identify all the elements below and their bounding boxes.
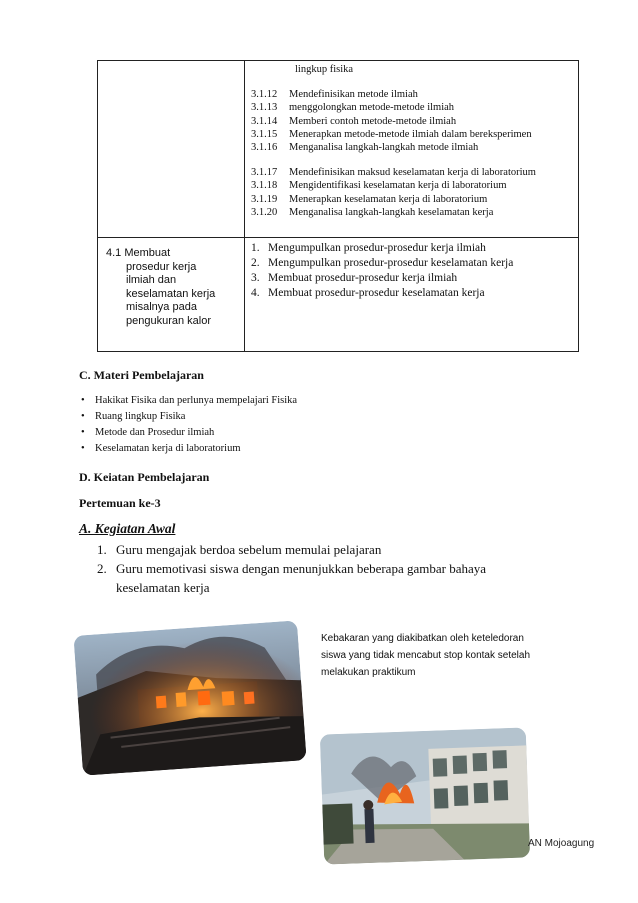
fire-photo-1-image: [73, 620, 306, 775]
indicator-text: Menerapkan metode-metode ilmiah dalam bereksperimen: [289, 128, 532, 140]
kd-item-number: 1.: [251, 242, 260, 254]
activity-step-text: Guru memotivasi siswa dengan menunjukkan beberapa gambar bahaya: [116, 561, 487, 576]
photo-caption: [321, 630, 530, 681]
indicator-number: 3.1.12: [251, 89, 278, 101]
caption-line: siswa yang tidak mencabut stop kontak setelah: [321, 650, 531, 661]
indicator-row: [251, 101, 572, 114]
indicator-number: 3.1.18: [251, 180, 278, 192]
material-item-text: Ruang lingkup Fisika: [95, 411, 186, 422]
indicator-number: 3.1.13: [251, 102, 278, 114]
activity-step-number: [97, 578, 116, 597]
activity-step-line: [97, 540, 486, 559]
section-a-title: [79, 521, 175, 537]
activity-step-text: Guru mengajak berdoa sebelum memulai pelajaran: [116, 542, 382, 557]
kd-label-first: 4.1 Membuat: [106, 247, 171, 259]
indicator-row: [251, 141, 572, 154]
kd-label-line: ilmiah dan: [126, 274, 177, 287]
section-d-title: D. Keiatan Pembelajaran: [79, 470, 210, 484]
kd-item-number: 4.: [251, 287, 260, 299]
kd-item-text: Membuat prosedur-prosedur kerja ilmiah: [268, 272, 458, 284]
section-a-title-text: A. Kegiatan Awal: [79, 521, 176, 536]
indicator-list: [245, 61, 578, 223]
kd-item: [251, 286, 572, 301]
indicator-text: lingkup fisika: [295, 64, 354, 75]
indicator-text: Mengidentifikasi keselamatan kerja di laboratorium: [289, 180, 507, 192]
indicator-text: Menerapkan keselamatan kerja di laboratorium: [289, 193, 488, 205]
kd-label-line: prosedur kerja: [126, 260, 197, 273]
indicator-text: menggolongkan metode-metode ilmiah: [289, 102, 455, 114]
indicator-text: Menganalisa langkah-langkah keselamatan kerja: [289, 206, 494, 218]
kd-item-number: 2.: [251, 257, 260, 269]
bullet-icon: •: [81, 443, 85, 454]
indicator-number: 3.1.19: [251, 193, 278, 205]
indicator-row: [251, 166, 572, 179]
indicator-row: [251, 206, 572, 219]
material-item-text: Hakikat Fisika dan perlunya mempelajari Fisika: [95, 395, 298, 406]
competency-table: [97, 60, 579, 352]
bullet-icon: •: [81, 411, 85, 422]
indicator-text: Mendefinisikan metode ilmiah: [289, 89, 418, 101]
kd-item-text: Membuat prosedur-prosedur keselamatan kerja: [268, 287, 485, 299]
caption-line: Kebakaran yang diakibatkan oleh keteledoran: [321, 633, 524, 644]
empty-cell: [98, 61, 245, 238]
material-item: [81, 441, 297, 457]
kd-label: [98, 238, 244, 337]
activity-step-text: keselamatan kerja: [116, 580, 210, 595]
indicator-row: [251, 115, 572, 128]
kd-label-lines: [106, 261, 240, 329]
caption-line: melakukan praktikum: [321, 667, 416, 678]
indicator-row: [251, 193, 572, 206]
kd-item: [251, 241, 572, 256]
material-item-text: Keselamatan kerja di laboratorium: [95, 443, 241, 454]
indicator-row: [251, 63, 572, 76]
indicator-row: [251, 128, 572, 141]
footer-text: AN Mojoagung: [528, 838, 595, 849]
fire-photo-2-image: [320, 727, 530, 864]
indicator-number: 3.1.17: [251, 167, 278, 179]
activity-step-number: 1.: [97, 542, 107, 557]
fire-photo-1: [73, 620, 306, 775]
fire-photo-2: [320, 727, 530, 864]
kd-label-line: pengukuran kalor: [126, 314, 212, 327]
bullet-icon: •: [81, 395, 85, 406]
spacer: [251, 76, 572, 88]
kd-item-text: Mengumpulkan prosedur-prosedur keselamatan kerja: [268, 257, 514, 269]
kd-item-text: Mengumpulkan prosedur-prosedur kerja ilmiah: [268, 242, 486, 254]
table-row: [98, 238, 579, 352]
indicator-text: Memberi contoh metode-metode ilmiah: [289, 115, 457, 127]
material-item: [81, 409, 297, 425]
activity-steps: [97, 540, 486, 597]
meeting-label: Pertemuan ke-3: [79, 496, 161, 510]
activity-step-line: [97, 559, 486, 578]
indicator-number: 3.1.14: [251, 115, 278, 127]
indicator-row: [251, 179, 572, 192]
indicator-text: Menganalisa langkah-langkah metode ilmiah: [289, 142, 479, 154]
material-list: [81, 393, 297, 457]
indicator-text: Mendefinisikan maksud keselamatan kerja di laboratorium: [289, 167, 536, 179]
kd-label-line: keselamatan kerja: [126, 287, 216, 300]
kd-item: [251, 271, 572, 286]
kd-item-number: 3.: [251, 272, 260, 284]
indicator-number: 3.1.15: [251, 128, 278, 140]
bullet-icon: •: [81, 427, 85, 438]
kd-items-cell: [245, 238, 579, 352]
material-item: [81, 425, 297, 441]
indicator-cell: [245, 61, 579, 238]
indicator-number: [251, 63, 295, 76]
kd-label-line: misalnya pada: [126, 301, 197, 314]
indicator-number: 3.1.16: [251, 142, 278, 154]
indicator-number: 3.1.20: [251, 206, 278, 218]
section-c-title: C. Materi Pembelajaran: [79, 368, 204, 382]
material-item: [81, 393, 297, 409]
kd-item: [251, 256, 572, 271]
kd-item-list: [245, 238, 578, 304]
activity-step-line: [97, 578, 486, 597]
spacer: [251, 154, 572, 166]
table-row: [98, 61, 579, 238]
activity-step-number: 2.: [97, 561, 107, 576]
kd-label-cell: [98, 238, 245, 352]
material-item-text: Metode dan Prosedur ilmiah: [95, 427, 215, 438]
indicator-row: [251, 88, 572, 101]
